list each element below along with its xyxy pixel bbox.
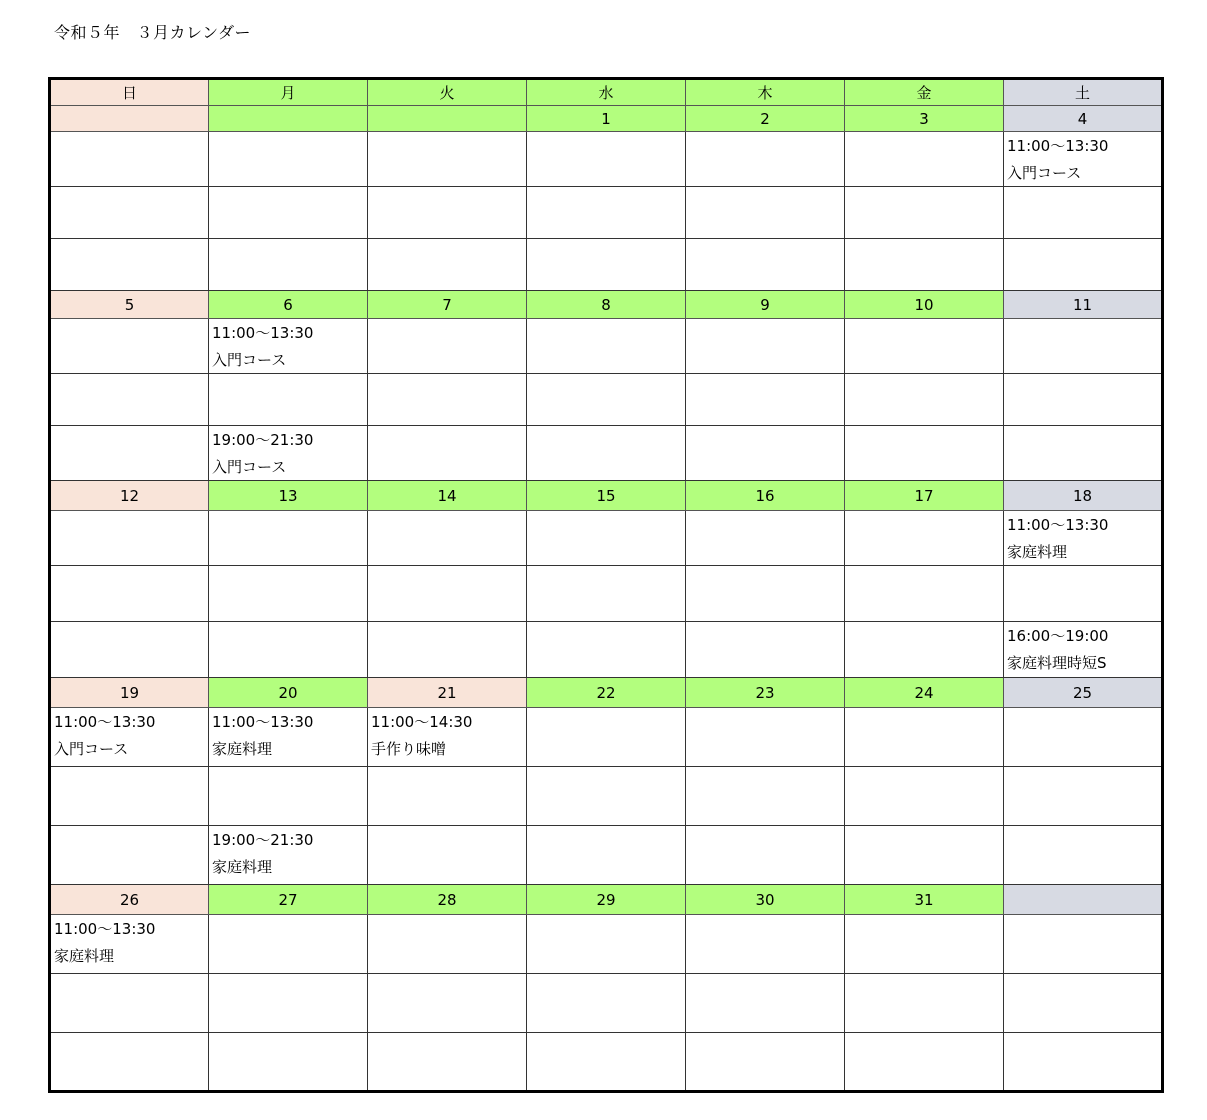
day-number-tuesday xyxy=(368,106,527,132)
page-title: 令和５年 ３月カレンダー xyxy=(54,23,251,42)
day-number-wednesday: 1 xyxy=(527,106,686,132)
day-number-row xyxy=(50,885,1163,915)
schedule-cell xyxy=(368,374,527,426)
event-time: 16:00〜19:00 xyxy=(1007,627,1109,645)
schedule-cell xyxy=(1004,767,1163,826)
schedule-cell xyxy=(368,566,527,622)
schedule-cell xyxy=(1004,511,1163,566)
day-number-row xyxy=(50,106,1163,132)
schedule-cell xyxy=(50,426,209,481)
schedule-cell xyxy=(50,974,209,1033)
event-time: 11:00〜13:30 xyxy=(212,713,314,731)
schedule-cell xyxy=(1004,1033,1163,1092)
schedule-cell xyxy=(1004,319,1163,374)
schedule-cell xyxy=(209,1033,368,1092)
schedule-cell xyxy=(368,915,527,974)
day-number-sunday: 5 xyxy=(50,291,209,319)
schedule-cell xyxy=(1004,826,1163,885)
time-slot-row xyxy=(50,826,1163,885)
schedule-cell xyxy=(686,1033,845,1092)
schedule-cell xyxy=(209,915,368,974)
day-number-tuesday: 7 xyxy=(368,291,527,319)
schedule-cell xyxy=(209,566,368,622)
event-time: 11:00〜13:30 xyxy=(1007,137,1109,155)
time-slot-row xyxy=(50,426,1163,481)
event-course: 家庭料理 xyxy=(1007,543,1068,561)
schedule-cell xyxy=(845,426,1004,481)
schedule-cell xyxy=(845,1033,1004,1092)
schedule-cell xyxy=(1004,708,1163,767)
day-number-friday: 3 xyxy=(845,106,1004,132)
event-time: 11:00〜13:30 xyxy=(54,920,156,938)
schedule-cell xyxy=(527,566,686,622)
day-number-thursday: 23 xyxy=(686,678,845,708)
time-slot-row xyxy=(50,187,1163,239)
event-time: 11:00〜13:30 xyxy=(212,324,314,342)
schedule-cell xyxy=(368,187,527,239)
day-number-wednesday: 29 xyxy=(527,885,686,915)
schedule-cell xyxy=(50,566,209,622)
day-number-friday: 10 xyxy=(845,291,1004,319)
time-slot-row xyxy=(50,511,1163,566)
schedule-cell xyxy=(209,374,368,426)
time-slot-row xyxy=(50,767,1163,826)
schedule-cell xyxy=(1004,239,1163,291)
schedule-cell xyxy=(368,1033,527,1092)
schedule-cell xyxy=(50,915,209,974)
schedule-cell xyxy=(368,426,527,481)
event-course: 入門コース xyxy=(212,458,287,476)
time-slot-row xyxy=(50,708,1163,767)
event-time: 19:00〜21:30 xyxy=(212,431,314,449)
weekday-header-row xyxy=(50,79,1163,106)
time-slot-row xyxy=(50,622,1163,678)
schedule-cell xyxy=(209,132,368,187)
schedule-cell xyxy=(527,915,686,974)
day-number-thursday: 16 xyxy=(686,481,845,511)
day-number-tuesday: 14 xyxy=(368,481,527,511)
schedule-cell xyxy=(845,622,1004,678)
schedule-cell xyxy=(50,767,209,826)
event-course: 家庭料理 xyxy=(212,858,273,876)
day-number-monday: 20 xyxy=(209,678,368,708)
schedule-cell xyxy=(527,132,686,187)
day-number-monday: 6 xyxy=(209,291,368,319)
schedule-cell xyxy=(686,826,845,885)
schedule-cell xyxy=(50,319,209,374)
calendar-body xyxy=(50,79,1163,1092)
event-course: 家庭料理 xyxy=(54,947,115,965)
day-number-saturday: 4 xyxy=(1004,106,1163,132)
schedule-cell xyxy=(1004,974,1163,1033)
event-course: 入門コース xyxy=(54,740,129,758)
schedule-cell xyxy=(1004,915,1163,974)
day-number-friday: 17 xyxy=(845,481,1004,511)
day-number-sunday: 26 xyxy=(50,885,209,915)
schedule-cell xyxy=(845,974,1004,1033)
schedule-cell xyxy=(527,1033,686,1092)
schedule-cell xyxy=(527,374,686,426)
time-slot-row xyxy=(50,566,1163,622)
event-course: 入門コース xyxy=(212,351,287,369)
event-course: 家庭料理 xyxy=(212,740,273,758)
day-number-wednesday: 22 xyxy=(527,678,686,708)
schedule-cell xyxy=(368,767,527,826)
day-number-sunday xyxy=(50,106,209,132)
schedule-cell xyxy=(527,826,686,885)
day-number-saturday xyxy=(1004,885,1163,915)
schedule-cell xyxy=(527,767,686,826)
time-slot-row xyxy=(50,319,1163,374)
schedule-cell xyxy=(845,187,1004,239)
schedule-cell xyxy=(527,708,686,767)
schedule-cell xyxy=(50,187,209,239)
schedule-cell xyxy=(50,826,209,885)
day-number-monday: 13 xyxy=(209,481,368,511)
day-number-row xyxy=(50,291,1163,319)
schedule-cell xyxy=(686,915,845,974)
schedule-cell xyxy=(50,708,209,767)
schedule-cell xyxy=(845,511,1004,566)
event-time: 11:00〜13:30 xyxy=(54,713,156,731)
day-number-row xyxy=(50,481,1163,511)
schedule-cell xyxy=(845,374,1004,426)
schedule-cell xyxy=(845,566,1004,622)
schedule-cell xyxy=(527,974,686,1033)
event-time: 19:00〜21:30 xyxy=(212,831,314,849)
schedule-cell xyxy=(845,708,1004,767)
schedule-cell xyxy=(209,187,368,239)
schedule-cell xyxy=(527,239,686,291)
schedule-cell xyxy=(527,426,686,481)
day-number-wednesday: 8 xyxy=(527,291,686,319)
weekday-saturday: 土 xyxy=(1004,79,1163,106)
weekday-friday: 金 xyxy=(845,79,1004,106)
day-number-friday: 31 xyxy=(845,885,1004,915)
schedule-cell xyxy=(209,426,368,481)
weekday-wednesday: 水 xyxy=(527,79,686,106)
calendar-grid xyxy=(48,77,1164,1093)
schedule-cell xyxy=(1004,132,1163,187)
day-number-saturday: 18 xyxy=(1004,481,1163,511)
time-slot-row xyxy=(50,915,1163,974)
schedule-cell xyxy=(686,566,845,622)
day-number-sunday: 12 xyxy=(50,481,209,511)
schedule-cell xyxy=(845,826,1004,885)
schedule-cell xyxy=(686,374,845,426)
schedule-cell xyxy=(845,767,1004,826)
schedule-cell xyxy=(368,826,527,885)
time-slot-row xyxy=(50,1033,1163,1092)
schedule-cell xyxy=(50,132,209,187)
schedule-cell xyxy=(1004,426,1163,481)
event-time: 11:00〜14:30 xyxy=(371,713,473,731)
day-number-sunday: 19 xyxy=(50,678,209,708)
day-number-thursday: 2 xyxy=(686,106,845,132)
schedule-cell xyxy=(686,187,845,239)
schedule-cell xyxy=(527,319,686,374)
schedule-cell xyxy=(686,319,845,374)
day-number-thursday: 9 xyxy=(686,291,845,319)
schedule-cell xyxy=(845,239,1004,291)
schedule-cell xyxy=(209,319,368,374)
schedule-cell xyxy=(686,426,845,481)
schedule-cell xyxy=(686,767,845,826)
event-course: 入門コース xyxy=(1007,164,1082,182)
day-number-tuesday: 21 xyxy=(368,678,527,708)
day-number-wednesday: 15 xyxy=(527,481,686,511)
schedule-cell xyxy=(845,132,1004,187)
schedule-cell xyxy=(368,239,527,291)
event-time: 11:00〜13:30 xyxy=(1007,516,1109,534)
schedule-cell xyxy=(527,511,686,566)
schedule-cell xyxy=(209,239,368,291)
schedule-cell xyxy=(368,974,527,1033)
schedule-cell xyxy=(368,708,527,767)
event-course: 手作り味噌 xyxy=(371,740,447,758)
schedule-cell xyxy=(50,622,209,678)
schedule-cell xyxy=(368,511,527,566)
schedule-cell xyxy=(50,374,209,426)
schedule-cell xyxy=(1004,622,1163,678)
schedule-cell xyxy=(845,915,1004,974)
schedule-cell xyxy=(209,708,368,767)
day-number-monday: 27 xyxy=(209,885,368,915)
schedule-cell xyxy=(209,767,368,826)
day-number-saturday: 25 xyxy=(1004,678,1163,708)
schedule-cell xyxy=(1004,187,1163,239)
day-number-tuesday: 28 xyxy=(368,885,527,915)
schedule-cell xyxy=(50,511,209,566)
weekday-tuesday: 火 xyxy=(368,79,527,106)
schedule-cell xyxy=(1004,566,1163,622)
schedule-cell xyxy=(845,319,1004,374)
schedule-cell xyxy=(527,187,686,239)
weekday-thursday: 木 xyxy=(686,79,845,106)
schedule-cell xyxy=(1004,374,1163,426)
schedule-cell xyxy=(686,622,845,678)
event-course: 家庭料理時短S xyxy=(1007,654,1107,672)
schedule-cell xyxy=(686,239,845,291)
schedule-cell xyxy=(686,511,845,566)
schedule-cell xyxy=(368,319,527,374)
weekday-monday: 月 xyxy=(209,79,368,106)
time-slot-row xyxy=(50,374,1163,426)
schedule-cell xyxy=(368,132,527,187)
day-number-friday: 24 xyxy=(845,678,1004,708)
schedule-cell xyxy=(368,622,527,678)
schedule-cell xyxy=(686,974,845,1033)
schedule-cell xyxy=(209,974,368,1033)
schedule-cell xyxy=(50,239,209,291)
weekday-sunday: 日 xyxy=(50,79,209,106)
time-slot-row xyxy=(50,239,1163,291)
schedule-cell xyxy=(209,826,368,885)
day-number-row xyxy=(50,678,1163,708)
day-number-thursday: 30 xyxy=(686,885,845,915)
schedule-cell xyxy=(50,1033,209,1092)
schedule-cell xyxy=(209,622,368,678)
day-number-saturday: 11 xyxy=(1004,291,1163,319)
schedule-cell xyxy=(686,708,845,767)
schedule-cell xyxy=(527,622,686,678)
day-number-monday xyxy=(209,106,368,132)
schedule-cell xyxy=(686,132,845,187)
schedule-cell xyxy=(209,511,368,566)
time-slot-row xyxy=(50,974,1163,1033)
time-slot-row xyxy=(50,132,1163,187)
